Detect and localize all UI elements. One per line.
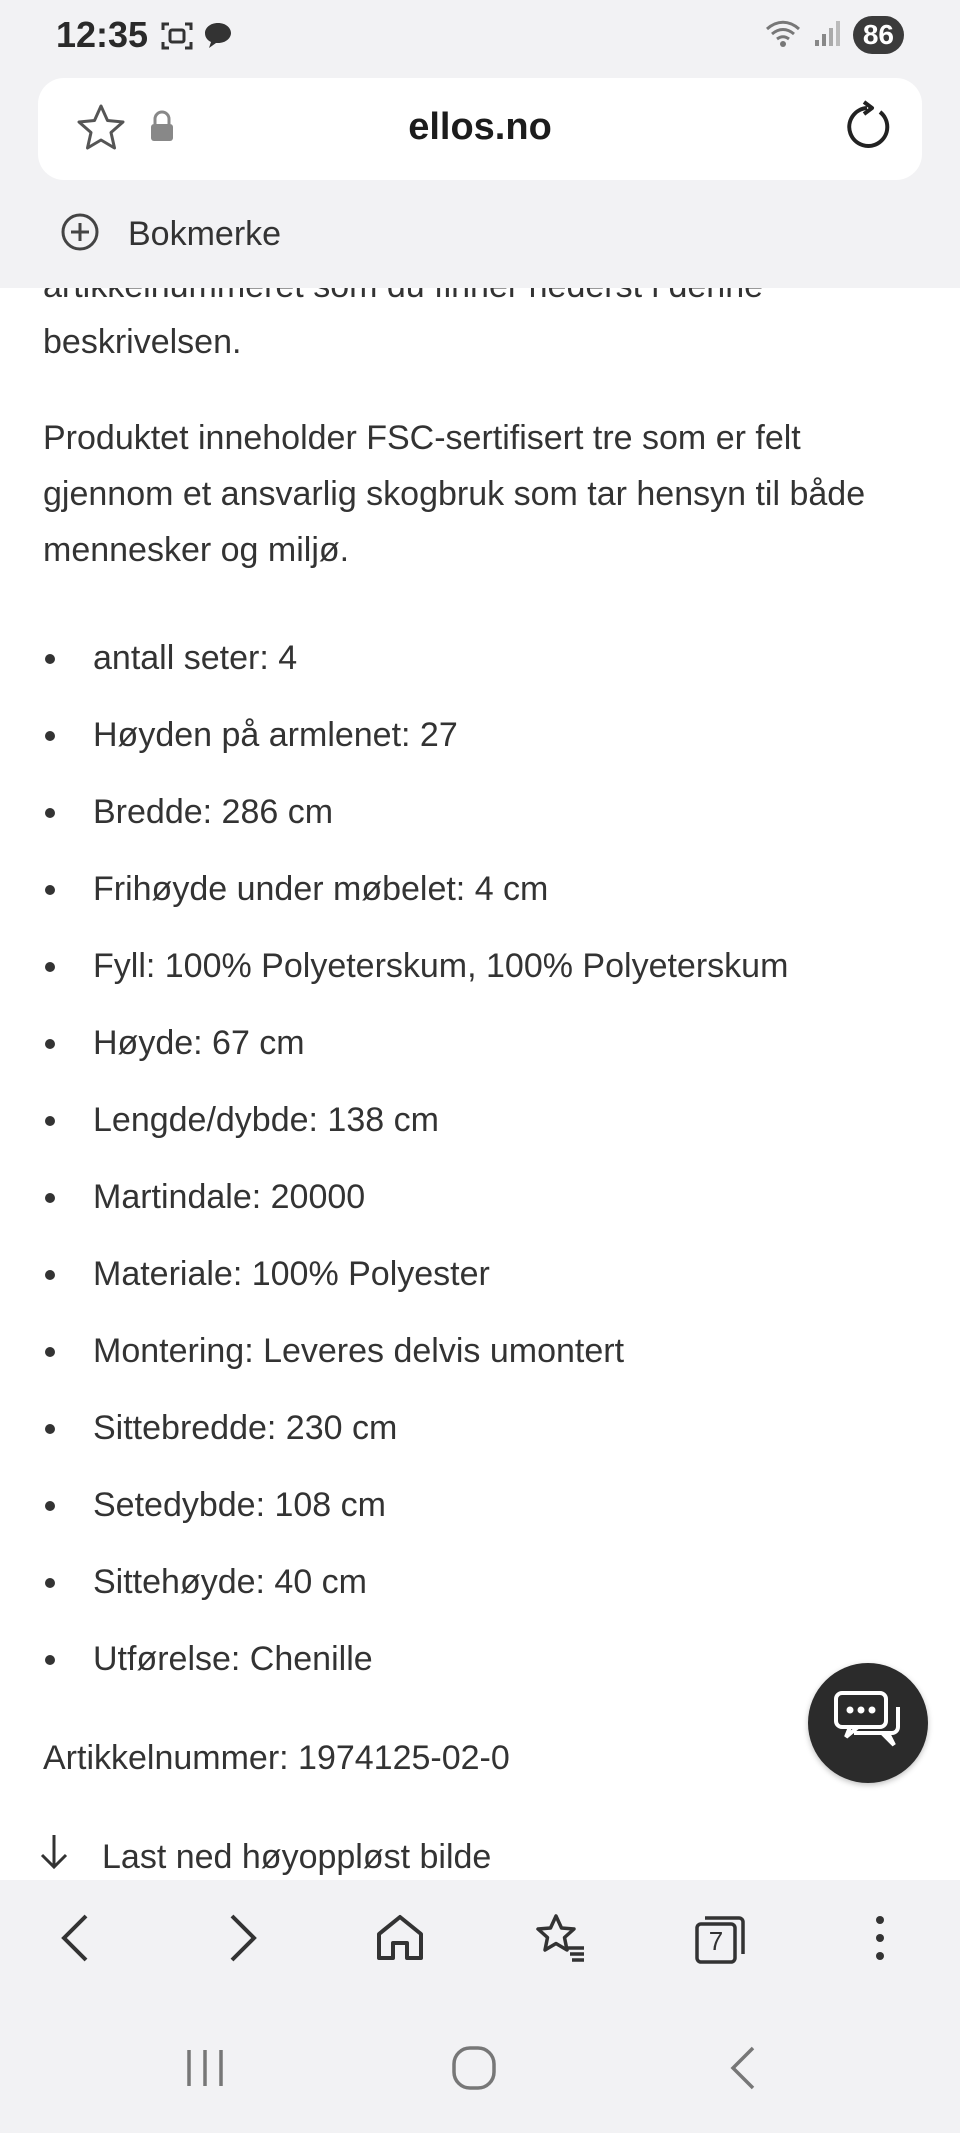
bookmarks-icon bbox=[532, 1912, 588, 1969]
spec-item: Montering: Leveres delvis umontert bbox=[43, 1331, 917, 1371]
bookmarks-button[interactable] bbox=[530, 1910, 590, 1970]
page-content[interactable] bbox=[0, 288, 960, 1880]
home-button[interactable] bbox=[370, 1910, 430, 1970]
spec-item: Fyll: 100% Polyeterskum, 100% Polyeterskum bbox=[43, 946, 917, 986]
tabs-button[interactable] bbox=[690, 1910, 750, 1970]
download-image-link[interactable] bbox=[0, 1833, 960, 1882]
status-left-icons bbox=[160, 20, 234, 57]
home-icon bbox=[374, 1912, 426, 1969]
forward-button[interactable] bbox=[212, 1910, 272, 1970]
url-bar[interactable] bbox=[38, 78, 922, 180]
spec-item: Sittebredde: 230 cm bbox=[43, 1408, 917, 1448]
article-number: Artikkelnummer: 1974125-02-0 bbox=[43, 1739, 510, 1777]
spec-item: Lengde/dybde: 138 cm bbox=[43, 1100, 917, 1140]
spec-item: Sittehøyde: 40 cm bbox=[43, 1562, 917, 1602]
status-bar bbox=[0, 0, 960, 70]
spec-item: Materiale: 100% Polyester bbox=[43, 1254, 917, 1294]
status-time: 12:35 bbox=[56, 14, 149, 55]
status-right bbox=[763, 16, 904, 54]
screenshot-icon bbox=[160, 20, 194, 57]
signal-icon bbox=[813, 18, 843, 53]
system-nav-bar bbox=[0, 2000, 960, 2133]
reload-icon[interactable] bbox=[840, 100, 894, 161]
download-label: Last ned høyoppløst bilde bbox=[102, 1838, 492, 1876]
chat-icon bbox=[832, 1689, 904, 1758]
spec-item: Frihøyde under møbelet: 4 cm bbox=[43, 869, 917, 909]
browser-top-chrome bbox=[0, 0, 960, 288]
fsc-paragraph: Produktet inneholder FSC-sertifisert tre som er felt gjennom et ansvarlig skogbruk som tar hensyn til både mennesker og miljø. bbox=[43, 419, 866, 569]
system-back-button[interactable] bbox=[708, 2040, 778, 2100]
content-scroll bbox=[0, 258, 960, 1882]
more-icon bbox=[874, 1914, 886, 1967]
tabs-icon bbox=[693, 1914, 747, 1966]
chat-bubble-icon bbox=[202, 20, 234, 57]
spec-item: Bredde: 286 cm bbox=[43, 792, 917, 832]
spec-item: Høyden på armlenet: 27 bbox=[43, 715, 917, 755]
forward-icon bbox=[222, 1912, 262, 1969]
recents-button[interactable] bbox=[170, 2040, 240, 2100]
back-button[interactable] bbox=[46, 1910, 106, 1970]
recents-icon bbox=[181, 2046, 229, 2095]
battery-indicator: 86 bbox=[853, 16, 904, 54]
download-icon bbox=[36, 1833, 72, 1882]
spec-list bbox=[0, 638, 960, 1679]
browser-toolbar bbox=[0, 1880, 960, 2000]
spec-item: antall seter: 4 bbox=[43, 638, 917, 678]
spec-item: Martindale: 20000 bbox=[43, 1177, 917, 1217]
system-back-icon bbox=[725, 2044, 761, 2097]
add-bookmark-button[interactable] bbox=[60, 212, 281, 257]
spec-item: Høyde: 67 cm bbox=[43, 1023, 917, 1063]
url-text[interactable]: ellos.no bbox=[408, 106, 552, 148]
more-button[interactable] bbox=[850, 1910, 910, 1970]
chat-button[interactable] bbox=[808, 1663, 928, 1783]
bookmark-label: Bokmerke bbox=[128, 215, 282, 253]
wifi-icon bbox=[763, 17, 803, 54]
spec-item: Setedybde: 108 cm bbox=[43, 1485, 917, 1525]
plus-circle-icon bbox=[60, 212, 100, 257]
spec-item: Utførelse: Chenille bbox=[43, 1639, 917, 1679]
system-home-button[interactable] bbox=[439, 2040, 509, 2100]
back-icon bbox=[56, 1912, 96, 1969]
home-circle-icon bbox=[450, 2044, 498, 2097]
tabs-count: 7 bbox=[708, 1926, 724, 1956]
cut-paragraph: beskrivelsen. bbox=[43, 323, 242, 361]
